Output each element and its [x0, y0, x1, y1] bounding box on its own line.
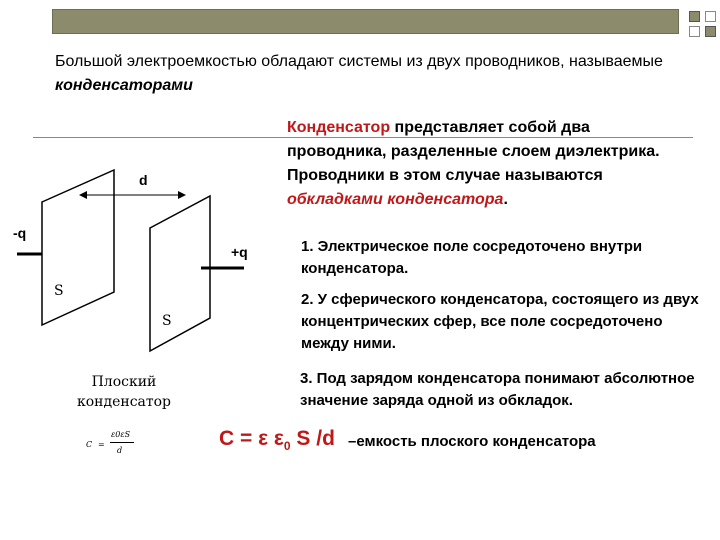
small-formula	[86, 429, 146, 463]
intro-emphasis: конденсаторами	[55, 77, 193, 94]
negative-charge-label: -q	[13, 225, 27, 241]
corner-square	[705, 26, 716, 37]
definition-term: Конденсатор	[287, 119, 391, 136]
header-bar	[52, 9, 679, 34]
capacitor-diagram	[0, 150, 270, 365]
small-formula-numerator: ε0εS	[111, 430, 131, 439]
positive-charge-label: +q	[231, 244, 248, 260]
small-formula-bar	[110, 442, 134, 443]
small-formula-eq: =	[98, 440, 105, 449]
area-label-left: S	[54, 283, 64, 299]
point-1: 1. Электрическое поле сосредоточено внутри конденсатора.	[301, 238, 643, 277]
formula-subscript: 0	[283, 439, 291, 454]
small-formula-denominator: d	[117, 446, 123, 455]
intro-text	[55, 50, 675, 98]
formula-part-rest: S /d	[290, 427, 335, 450]
corner-square	[705, 11, 716, 22]
intro-body: Большой электроемкостью обладают системы из двух проводников, называемые	[55, 53, 663, 70]
small-formula-lhs: C	[86, 440, 93, 449]
corner-square	[689, 11, 700, 22]
formula-description: –емкость плоского конденсатора	[348, 433, 596, 450]
left-plate	[42, 170, 114, 325]
area-label-right: S	[162, 313, 172, 329]
definition-end: .	[503, 191, 508, 208]
definition-text	[287, 116, 687, 212]
definition-emphasis: обкладками конденсатора	[287, 191, 504, 208]
formula-part-c: C = ε ε	[219, 427, 284, 450]
corner-square	[689, 26, 700, 37]
definition-body: представляет собой два проводника, разделенные слоем диэлектрика. Проводники в этом случае называются	[287, 119, 660, 184]
diagram-caption: Плоский конденсатор	[76, 374, 172, 410]
capacitance-formula	[219, 427, 335, 453]
distance-label: d	[139, 172, 148, 188]
point-3: 3. Под зарядом конденсатора понимают абсолютное значение заряда одной из обкладок.	[300, 370, 695, 409]
point-2: 2. У сферического конденсатора, состоящего из двух концентрических сфер, все поле сосредоточено между ними.	[301, 291, 699, 352]
right-plate	[150, 196, 210, 351]
